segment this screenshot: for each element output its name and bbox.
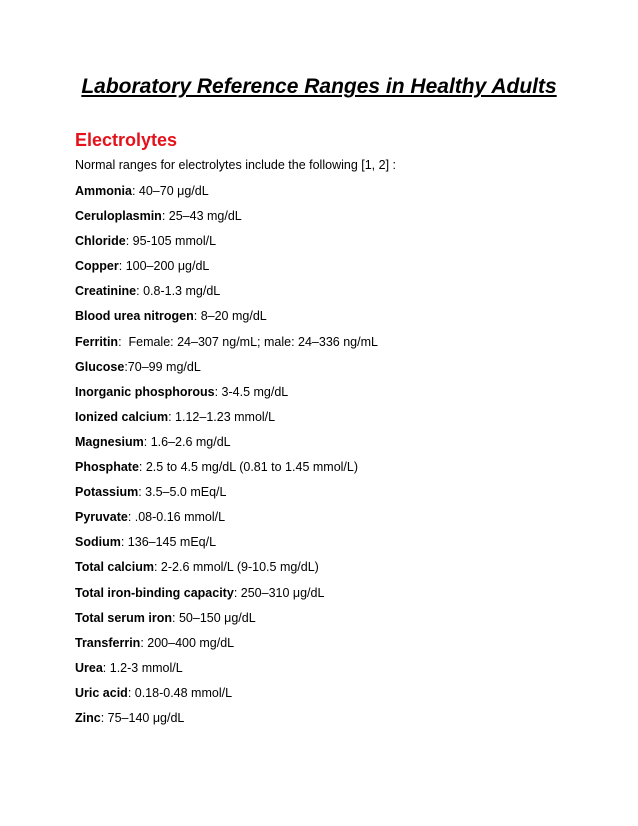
analyte-range: :70–99 mg/dL (124, 359, 201, 374)
analyte-range: : 1.6–2.6 mg/dL (143, 434, 231, 449)
analyte-range: : 1.12–1.23 mmol/L (168, 409, 276, 424)
analyte-name: Chloride (75, 234, 126, 249)
range-item (75, 485, 378, 510)
analyte-name: Ammonia (75, 184, 132, 198)
analyte-name: Transferrin (75, 635, 141, 650)
analyte-name: Total serum iron (75, 610, 173, 625)
analyte-name: Creatinine (75, 284, 137, 299)
range-item (75, 209, 378, 234)
analyte-name: Magnesium (75, 434, 144, 449)
analyte-range: : Female: 24–307 ng/mL; male: 24–336 ng/mL (118, 334, 378, 349)
analyte-range: : 8–20 mg/dL (193, 309, 267, 324)
range-item (75, 284, 378, 309)
analyte-name: Zinc (75, 710, 101, 725)
analyte-range: : 250–310 μg/dL (233, 585, 325, 600)
analyte-name: Blood urea nitrogen (75, 309, 194, 324)
analyte-range: : 3-4.5 mg/dL (214, 384, 289, 399)
range-item (75, 385, 378, 410)
analyte-name: Ionized calcium (75, 409, 169, 424)
range-item (75, 686, 378, 711)
intro-text: Normal ranges for electrolytes include the following [1, 2] : (75, 158, 396, 172)
reference-range-list (75, 184, 378, 736)
range-item (75, 259, 378, 284)
range-item (75, 309, 378, 334)
analyte-name: Pyruvate (75, 510, 128, 525)
analyte-range: : 95-105 mmol/L (125, 234, 217, 249)
range-item (75, 234, 378, 259)
range-item (75, 711, 378, 736)
document-title: Laboratory Reference Ranges in Healthy Adults (81, 75, 557, 98)
analyte-name: Total calcium (75, 560, 154, 575)
analyte-name: Potassium (75, 485, 139, 500)
analyte-range: : 2.5 to 4.5 mg/dL (0.81 to 1.45 mmol/L) (138, 460, 359, 475)
analyte-range: : 40–70 μg/dL (131, 184, 209, 198)
analyte-range: : .08-0.16 mmol/L (127, 510, 226, 525)
analyte-range: : 2-2.6 mmol/L (9-10.5 mg/dL) (153, 560, 319, 575)
analyte-name: Glucose (75, 359, 125, 374)
range-item (75, 360, 378, 385)
analyte-range: : 3.5–5.0 mEq/L (138, 485, 227, 500)
analyte-range: : 200–400 mg/dL (140, 635, 235, 650)
analyte-range: : 100–200 μg/dL (118, 259, 210, 274)
range-item (75, 636, 378, 661)
range-item (75, 410, 378, 435)
analyte-name: Inorganic phosphorous (75, 384, 215, 399)
range-item (75, 535, 378, 560)
range-item (75, 611, 378, 636)
analyte-range: : 1.2-3 mmol/L (102, 660, 183, 675)
analyte-name: Copper (75, 259, 119, 274)
range-item (75, 560, 378, 585)
analyte-range: : 136–145 mEq/L (120, 535, 217, 550)
analyte-name: Ferritin (75, 334, 119, 349)
range-item (75, 510, 378, 535)
analyte-range: : 75–140 μg/dL (100, 710, 185, 725)
range-item (75, 435, 378, 460)
analyte-range: : 25–43 mg/dL (161, 209, 242, 224)
range-item (75, 335, 378, 360)
range-item (75, 586, 378, 611)
analyte-range: : 0.18-0.48 mmol/L (127, 685, 233, 700)
analyte-range: : 50–150 μg/dL (172, 610, 256, 625)
analyte-name: Sodium (75, 535, 121, 550)
range-item (75, 184, 378, 209)
range-item (75, 460, 378, 485)
analyte-name: Total iron-binding capacity (75, 585, 234, 600)
analyte-range: : 0.8-1.3 mg/dL (136, 284, 221, 299)
analyte-name: Urea (75, 660, 103, 675)
analyte-name: Phosphate (75, 460, 139, 475)
range-item (75, 661, 378, 686)
analyte-name: Uric acid (75, 685, 128, 700)
section-heading-electrolytes: Electrolytes (75, 130, 178, 150)
analyte-name: Ceruloplasmin (75, 209, 162, 224)
